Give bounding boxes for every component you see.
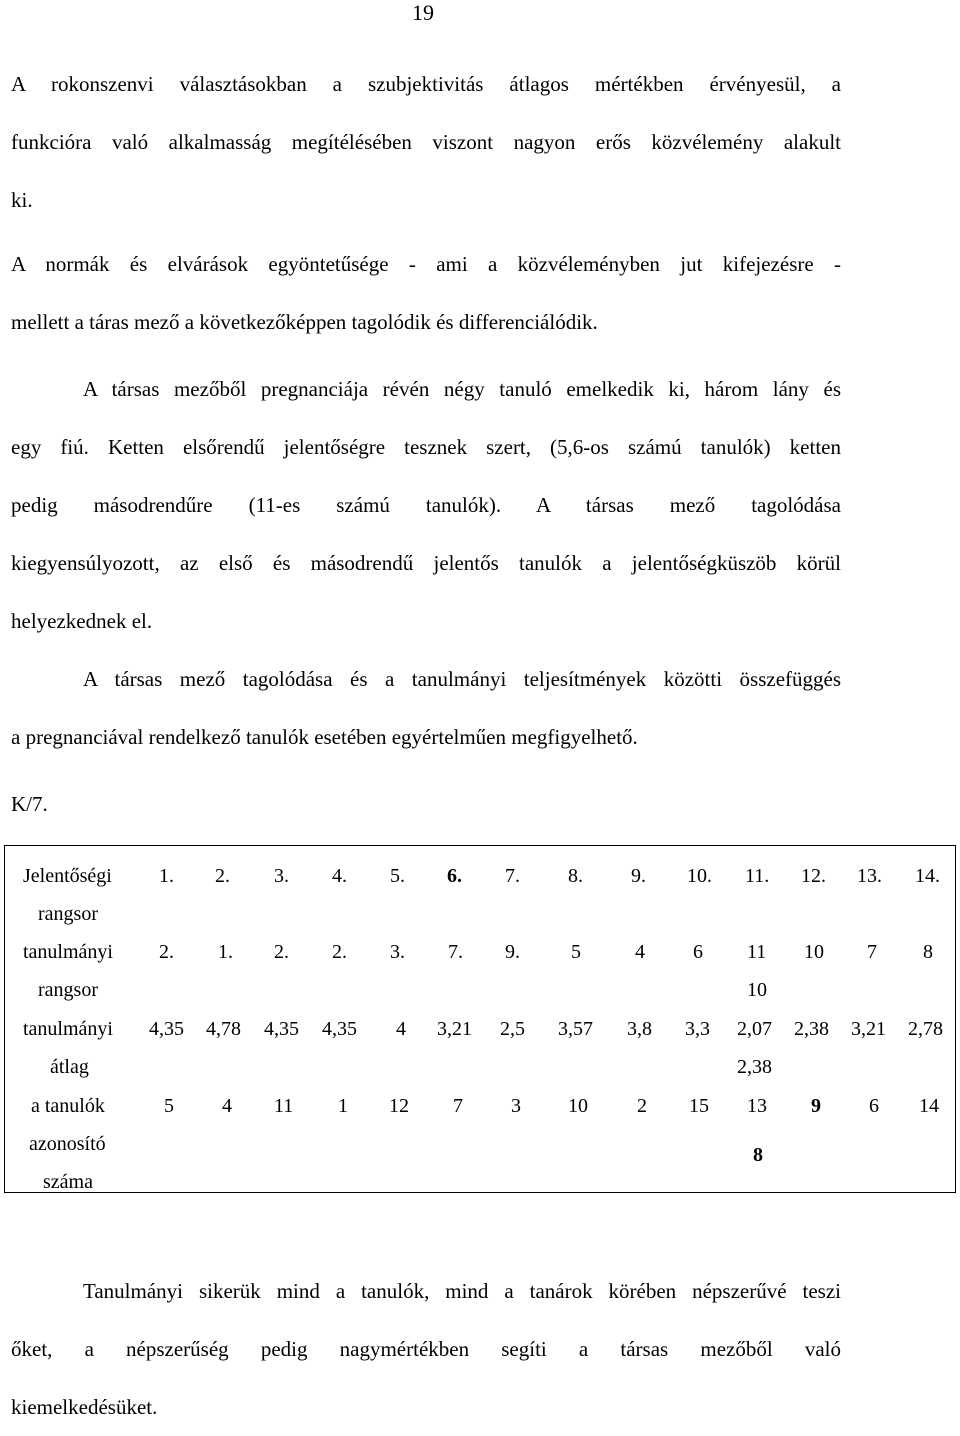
average-cell: 3,21 xyxy=(437,1018,472,1040)
average-extra: 2,38 xyxy=(737,1056,772,1078)
text-line: kiegyensúlyozott, az első és másodrendű jelentős tanulók a jelentőségküszöb körül xyxy=(11,551,841,575)
text-line: a pregnanciával rendelkező tanulók esetében egyértelműen megfigyelhető. xyxy=(11,725,638,749)
row-label: száma xyxy=(43,1171,93,1193)
paragraph-2 xyxy=(11,235,841,351)
study-rank-cell: 7 xyxy=(867,941,877,963)
row-label: átlag xyxy=(50,1056,89,1078)
row-label: tanulmányi xyxy=(23,1018,113,1040)
average-cell: 3,3 xyxy=(685,1018,710,1040)
average-cell: 3,57 xyxy=(558,1018,593,1040)
average-cell: 3,21 xyxy=(851,1018,886,1040)
study-rank-cell: 9. xyxy=(505,941,520,963)
study-rank-cell: 7. xyxy=(448,941,463,963)
rank-cell: 14. xyxy=(915,865,940,887)
id-cell: 9 xyxy=(811,1095,821,1117)
average-cell: 3,8 xyxy=(627,1018,652,1040)
text-line: A rokonszenvi választásokban a szubjektivitás átlagos mértékben érvényesül, a xyxy=(11,72,841,96)
text-line: helyezkednek el. xyxy=(11,609,153,633)
text-line: kiemelkedésüket. xyxy=(11,1395,158,1419)
paragraph-3 xyxy=(11,360,841,650)
id-cell: 5 xyxy=(164,1095,174,1117)
average-cell: 2,38 xyxy=(794,1018,829,1040)
study-rank-cell: 2. xyxy=(274,941,289,963)
study-rank-cell: 2. xyxy=(332,941,347,963)
id-cell: 10 xyxy=(568,1095,588,1117)
rank-cell: 11. xyxy=(745,865,770,887)
rank-cell: 4. xyxy=(332,865,347,887)
rank-cell: 12. xyxy=(801,865,826,887)
row-label: rangsor xyxy=(38,903,98,925)
rank-cell: 7. xyxy=(505,865,520,887)
table-caption xyxy=(11,775,841,833)
rank-cell: 6. xyxy=(447,865,462,887)
paragraph-5 xyxy=(11,1262,841,1436)
id-cell: 3 xyxy=(511,1095,521,1117)
paragraph-4 xyxy=(11,650,841,766)
text-line: egy fiú. Ketten elsőrendű jelentőségre tesznek szert, (5,6-os számú tanulók) ketten xyxy=(11,435,841,459)
id-cell: 7 xyxy=(453,1095,463,1117)
paragraph-1 xyxy=(11,55,841,229)
text-line: A normák és elvárások egyöntetűsége - ami a közvéleményben jut kifejezésre - xyxy=(11,252,841,276)
rank-cell: 5. xyxy=(390,865,405,887)
text-line: K/7. xyxy=(11,792,48,816)
study-rank-cell: 1. xyxy=(218,941,233,963)
rank-cell: 3. xyxy=(274,865,289,887)
average-cell: 2,78 xyxy=(908,1018,943,1040)
text-line: funkcióra való alkalmasság megítélésében viszont nagyon erős közvélemény alakult xyxy=(11,130,841,154)
data-table xyxy=(4,845,956,1193)
average-cell: 4,78 xyxy=(206,1018,241,1040)
text-line: mellett a táras mező a következőképpen tagolódik és differenciálódik. xyxy=(11,310,598,334)
id-cell: 4 xyxy=(222,1095,232,1117)
rank-cell: 9. xyxy=(631,865,646,887)
study-rank-cell: 8 xyxy=(923,941,933,963)
id-extra: 8 xyxy=(753,1144,763,1166)
id-cell: 11 xyxy=(274,1095,294,1117)
id-cell: 2 xyxy=(637,1095,647,1117)
page-number: 19 xyxy=(412,0,434,25)
study-rank-cell: 6 xyxy=(693,941,703,963)
study-rank-extra: 10 xyxy=(747,979,767,1001)
average-cell: 4,35 xyxy=(322,1018,357,1040)
text-line: Tanulmányi sikerük mind a tanulók, mind a tanárok körében népszerűvé teszi xyxy=(83,1279,841,1303)
text-line: A társas mezőből pregnanciája révén négy tanuló emelkedik ki, három lány és xyxy=(83,377,841,401)
study-rank-cell: 4 xyxy=(635,941,645,963)
study-rank-cell: 2. xyxy=(159,941,174,963)
rank-cell: 1. xyxy=(159,865,174,887)
average-cell: 4 xyxy=(396,1018,406,1040)
rank-cell: 2. xyxy=(215,865,230,887)
id-cell: 12 xyxy=(389,1095,409,1117)
study-rank-cell: 3. xyxy=(390,941,405,963)
average-cell: 2,5 xyxy=(500,1018,525,1040)
rank-cell: 10. xyxy=(687,865,712,887)
id-cell: 1 xyxy=(338,1095,348,1117)
id-cell: 6 xyxy=(869,1095,879,1117)
row-label: azonosító xyxy=(29,1133,106,1155)
text-line: A társas mező tagolódása és a tanulmányi teljesítmények közötti összefüggés xyxy=(83,667,841,691)
average-cell: 4,35 xyxy=(264,1018,299,1040)
id-cell: 14 xyxy=(919,1095,939,1117)
average-cell: 2,07 xyxy=(737,1018,772,1040)
average-cell: 4,35 xyxy=(149,1018,184,1040)
id-cell: 15 xyxy=(689,1095,709,1117)
text-line: őket, a népszerűség pedig nagymértékben segíti a társas mezőből való xyxy=(11,1337,841,1361)
rank-cell: 13. xyxy=(857,865,882,887)
study-rank-cell: 11 xyxy=(747,941,767,963)
text-line: ki. xyxy=(11,188,33,212)
rank-cell: 8. xyxy=(568,865,583,887)
id-cell: 13 xyxy=(747,1095,767,1117)
row-label: a tanulók xyxy=(31,1095,105,1117)
row-label: tanulmányi xyxy=(23,941,113,963)
text-line: pedig másodrendűre (11-es számú tanulók). A társas mező tagolódása xyxy=(11,493,841,517)
study-rank-cell: 10 xyxy=(804,941,824,963)
row-label: Jelentőségi xyxy=(23,865,112,887)
study-rank-cell: 5 xyxy=(571,941,581,963)
row-label: rangsor xyxy=(38,979,98,1001)
